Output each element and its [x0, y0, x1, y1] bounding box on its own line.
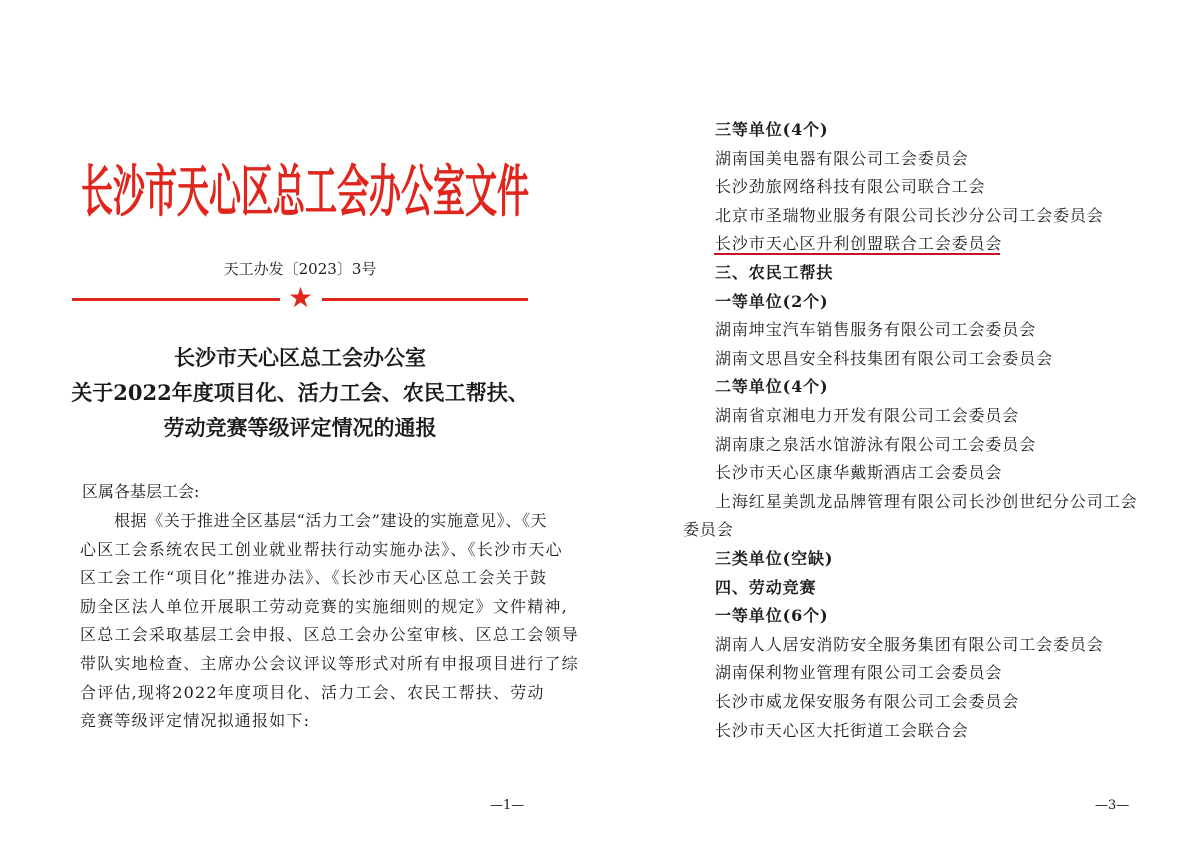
body-text-line: 合评估,现将2022年度项目化、活力工会、农民工帮扶、劳动 [80, 682, 545, 702]
list-item: 长沙市天心区升利创盟联合工会委员会 [715, 234, 1003, 254]
section-heading: 四、劳动竞赛 [715, 577, 817, 597]
list-item: 湖南坤宝汽车销售服务有限公司工会委员会 [715, 320, 1037, 340]
section-heading: 二等单位(4个) [715, 377, 829, 397]
body-text-line: 区总工会采取基层工会申报、区总工会办公室审核、区总工会领导 [80, 625, 579, 645]
list-item: 上海红星美凯龙品牌管理有限公司长沙创世纪分公司工会 [715, 491, 1138, 511]
red-underline-highlight [714, 253, 1000, 255]
document-header-title: 长沙市天心区总工会办公室文件 [80, 158, 529, 225]
section-heading: 一等单位(2个) [715, 291, 829, 311]
list-item: 湖南文思昌安全科技集团有限公司工会委员会 [715, 348, 1054, 368]
list-item: 湖南省京湘电力开发有限公司工会委员会 [715, 406, 1020, 425]
body-text-line: 心区工会系统农民工创业就业帮扶行动实施办法》、《长沙市天心 [80, 539, 563, 559]
document-page-3 [600, 0, 1200, 851]
list-item: 湖南人人居安消防安全服务集团有限公司工会委员会 [715, 634, 1104, 654]
body-text-line: 根据《关于推进全区基层“活力工会”建设的实施意见》、《天 [114, 511, 548, 530]
page-number: —3— [1095, 798, 1130, 813]
body-text-line: 励全区法人单位开展职工劳动竞赛的实施细则的规定》文件精神, [80, 596, 568, 616]
notice-heading-line: 关于2022年度项目化、活力工会、农民工帮扶、 [71, 380, 529, 405]
body-text-line: 区工会工作“项目化”推进办法》、《长沙市天心区总工会关于鼓 [80, 568, 548, 588]
section-heading: 一等单位(6个) [715, 606, 829, 626]
section-heading: 三类单位(空缺) [715, 549, 834, 568]
red-divider-left [72, 298, 280, 301]
red-divider-right [322, 298, 528, 301]
notice-heading-line: 劳动竞赛等级评定情况的通报 [163, 415, 437, 440]
list-item: 长沙劲旅网络科技有限公司联合工会 [715, 177, 986, 197]
list-item: 湖南保利物业管理有限公司工会委员会 [715, 663, 1003, 683]
list-item: 长沙市天心区康华戴斯酒店工会委员会 [715, 463, 1003, 483]
list-item: 北京市圣瑞物业服务有限公司长沙分公司工会委员会 [715, 205, 1104, 225]
section-heading: 三等单位(4个) [715, 120, 829, 139]
body-text-line: 竞赛等级评定情况拟通报如下: [80, 711, 311, 731]
page-number: —1— [490, 798, 525, 813]
star-icon: ★ [288, 281, 314, 314]
body-text-line: 带队实地检查、主席办公会议评议等形式对所有申报项目进行了综 [80, 654, 579, 673]
list-item: 委员会 [683, 520, 734, 540]
list-item: 湖南康之泉活水馆游泳有限公司工会委员会 [715, 434, 1037, 454]
section-heading: 三、农民工帮扶 [715, 263, 834, 282]
document-number: 天工办发〔2023〕3号 [223, 260, 377, 278]
notice-heading-line: 长沙市天心区总工会办公室 [174, 345, 426, 370]
list-item: 长沙市天心区大托街道工会联合会 [715, 720, 969, 740]
salutation: 区属各基层工会: [82, 482, 200, 501]
list-item: 湖南国美电器有限公司工会委员会 [715, 148, 969, 168]
list-item: 长沙市威龙保安服务有限公司工会委员会 [715, 692, 1020, 711]
